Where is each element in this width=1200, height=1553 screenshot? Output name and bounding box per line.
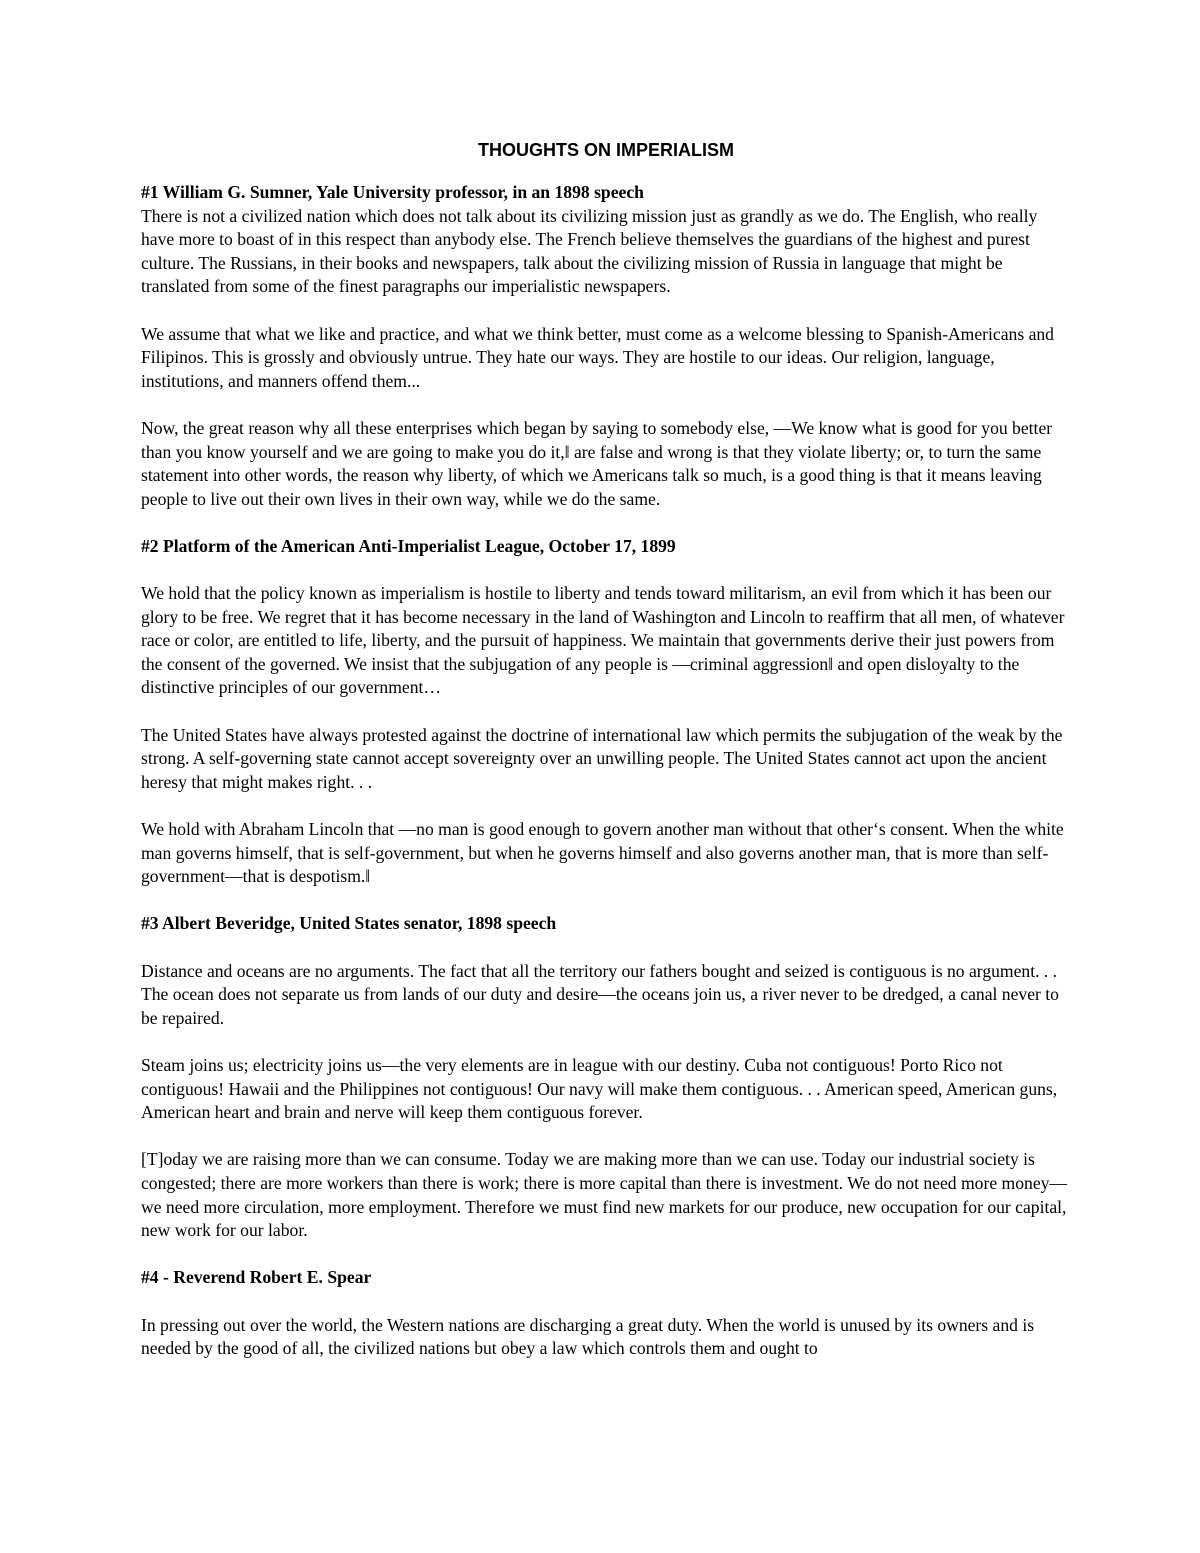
section-1-heading: #1 William G. Sumner, Yale University professor, in an 1898 speech xyxy=(141,182,644,202)
section-3-heading: #3 Albert Beveridge, United States senator, 1898 speech xyxy=(141,913,557,934)
section-3-paragraph-3: [T]oday we are raising more than we can consume. Today we are making more than we can use. Today our industrial society is congested; there are more workers than there is work; there is more capital than there is investment. We do not need more money—we need more circulation, more employment. Therefore we must find new markets for our produce, new occupation for our capital, new work for our labor. xyxy=(141,1149,1068,1241)
section-4-paragraph-1: In pressing out over the world, the Western nations are discharging a great duty. When the world is unused by its owners and is needed by the good of all, the civilized nations but obey a law which controls them and ought to xyxy=(141,1314,1035,1359)
section-1-paragraph-2: We assume that what we like and practice, and what we think better, must come as a welcome blessing to Spanish-Americans and Filipinos. This is grossly and obviously untrue. They hate our ways. They are hostile to our ideas. Our religion, language, institutions, and manners offend them... xyxy=(141,323,1054,391)
section-2-paragraph-1: We hold that the policy known as imperialism is hostile to liberty and tends toward militarism, an evil from which it has been our glory to be free. We regret that it has become necessary in the land of Washington and Lincoln to reaffirm that all men, of whatever race or color, are entitled to life, liberty, and the pursuit of happiness. We maintain that governments derive their just powers from the consent of the governed. We insist that the subjugation of any people is ―criminal aggression‖ and open disloyalty to the distinctive principles of our government… xyxy=(141,583,1065,698)
document-body xyxy=(141,138,1071,1361)
section-1-paragraph-3: Now, the great reason why all these enterprises which began by saying to somebody else, ―We know what is good for you better than you know yourself and we are going to make you do it,‖ are false and wrong is that they violate liberty; or, to turn the same statement into other words, the reason why liberty, of which we Americans talk so much, is a good thing is that it means leaving people to live out their own lives in their own way, while we do the same. xyxy=(141,417,1053,509)
section-3-paragraph-2: Steam joins us; electricity joins us—the very elements are in league with our destiny. Cuba not contiguous! Porto Rico not contiguous! Hawaii and the Philippines not contiguous! Our navy will make them contiguous. . . American speed, American guns, American heart and brain and nerve will keep them contiguous forever. xyxy=(141,1054,1058,1123)
section-4-heading: #4 - Reverend Robert E. Spear xyxy=(141,1267,372,1288)
section-2-heading: #2 Platform of the American Anti-Imperialist League, October 17, 1899 xyxy=(141,535,676,556)
document-title: THOUGHTS ON IMPERIALISM xyxy=(478,140,734,160)
section-1-paragraph-1: There is not a civilized nation which does not talk about its civilizing mission just as grandly as we do. The English, who really have more to boast of in this respect than anybody else. The French believe themselves the guardians of the highest and purest culture. The Russians, in their books and newspapers, talk about the civilizing mission of Russia in language that might be translated from some of the finest paragraphs our imperialistic newspapers. xyxy=(141,205,1038,297)
section-3-paragraph-1: Distance and oceans are no arguments. The fact that all the territory our fathers bought and seized is contiguous is no argument. . . The ocean does not separate us from lands of our duty and desire—the oceans join us, a river never to be dredged, a canal never to be repaired. xyxy=(141,960,1059,1028)
section-2-paragraph-3: We hold with Abraham Lincoln that ―no man is good enough to govern another man without that other‘s consent. When the white man governs himself, that is self-government, but when he governs himself and also governs another man, that is more than self-government—that is despotism.‖ xyxy=(141,819,1064,887)
section-2-paragraph-2: The United States have always protested against the doctrine of international law which permits the subjugation of the weak by the strong. A self-governing state cannot accept sovereignty over an unwilling people. The United States cannot act upon the ancient heresy that might makes right. . . xyxy=(141,724,1063,792)
